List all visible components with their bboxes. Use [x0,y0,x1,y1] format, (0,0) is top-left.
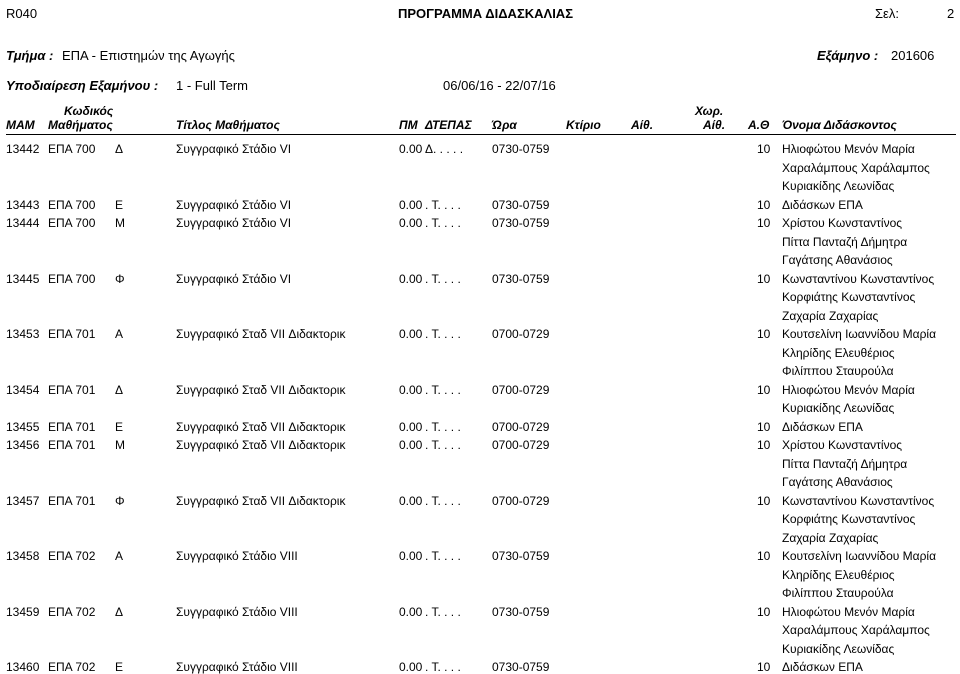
semester-label: Εξάμηνο : [817,48,879,63]
cell-teacher: Γαγάτσης Αθανάσιος [782,475,893,489]
semester-value: 201606 [891,48,935,63]
cell-title: Συγγραφικό Σταδ VII Διδακτορικ [176,493,346,508]
cell-hour: 0730-0759 [492,271,550,286]
date-range: 06/06/16 - 22/07/16 [443,78,556,93]
cell-teacher: Κληρίδης Ελευθέριος [782,567,895,582]
cell-tepas: . Τ. . . . [425,382,461,397]
cell-tepas: Δ. . . . . [425,142,464,156]
cell-tepas: . Τ. . . . [425,419,461,434]
cell-teacher: Χαραλάμπους Χαράλαμπος [782,160,930,175]
cell-section: Α [115,549,124,563]
subdivision-value: 1 - Full Term [176,78,248,93]
col-mam: ΜΑΜ [6,118,35,132]
cell-hour: 0730-0759 [492,604,550,619]
cell-pm: 0.00 [399,327,423,341]
cell-title: Συγγραφικό Σταδ VII Διδακτορικ [176,419,346,434]
cell-title: Συγγραφικό Στάδιο VI [176,271,292,286]
cell-title: Συγγραφικό Σταδ VII Διδακτορικ [176,438,346,452]
cell-teacher: Κουτσελίνη Ιωαννίδου Μαρία [782,327,937,341]
cell-code: ΕΠΑ 700 [48,216,96,230]
cell-section: Μ [115,438,125,452]
cell-hour: 0730-0759 [492,660,550,674]
cell-mam: 13453 [6,327,40,341]
cell-ath: 10 [757,216,771,230]
cell-code: ΕΠΑ 702 [48,604,96,619]
col-code-top: Κωδικός [64,104,114,118]
cell-section: Ε [115,197,124,212]
col-capacity-top: Χωρ. [695,104,724,118]
cell-title: Συγγραφικό Στάδιο VIII [176,604,298,619]
cell-title: Συγγραφικό Στάδιο VIII [176,549,298,563]
col-building: Κτίριο [566,118,601,132]
cell-code: ΕΠΑ 701 [48,382,96,397]
cell-tepas: . Τ. . . . [425,493,461,508]
cell-tepas: . Τ. . . . [425,216,461,230]
cell-pm: 0.00 [399,493,423,508]
cell-teacher: Ζαχαρία Ζαχαρίας [782,308,879,323]
col-title: Τίτλος Μαθήματος [176,118,280,132]
cell-teacher: Κωνσταντίνου Κωνσταντίνος [782,271,935,286]
cell-tepas: . Τ. . . . [425,549,461,563]
cell-ath: 10 [757,382,771,397]
cell-teacher: Ηλιοφώτου Μενόν Μαρία [782,142,915,156]
cell-tepas: . Τ. . . . [425,197,461,212]
col-code-bottom: Μαθήματος [48,118,113,132]
cell-mam: 13445 [6,271,40,286]
cell-mam: 13455 [6,419,40,434]
cell-teacher: Κληρίδης Ελευθέριος [782,345,895,360]
cell-hour: 0700-0729 [492,493,550,508]
cell-teacher: Διδάσκων ΕΠΑ [782,419,863,434]
cell-teacher: Ηλιοφώτου Μενόν Μαρία [782,382,915,397]
cell-pm: 0.00 [399,197,423,212]
cell-code: ΕΠΑ 700 [48,271,96,286]
cell-section: Ε [115,660,124,674]
cell-ath: 10 [757,438,771,452]
cell-tepas: . Τ. . . . [425,271,461,286]
cell-pm: 0.00 [399,549,423,563]
cell-ath: 10 [757,660,771,674]
cell-pm: 0.00 [399,604,423,619]
cell-mam: 13444 [6,216,40,230]
cell-section: Δ [115,382,124,397]
cell-ath: 10 [757,419,771,434]
cell-mam: 13460 [6,660,40,674]
cell-tepas: . Τ. . . . [425,438,461,452]
cell-code: ΕΠΑ 702 [48,549,96,563]
page-number: 2 [947,6,955,21]
cell-mam: 13457 [6,493,40,508]
cell-mam: 13454 [6,382,40,397]
cell-teacher: Κυριακίδης Λεωνίδας [782,641,895,656]
page-label: Σελ: [875,6,899,21]
cell-section: Φ [115,271,125,286]
cell-teacher: Κορφιάτης Κωνσταντίνος [782,290,916,304]
cell-section: Δ [115,142,124,156]
cell-title: Συγγραφικό Στάδιο VIII [176,660,298,674]
cell-teacher: Φιλίππου Σταυρούλα [782,586,894,600]
cell-code: ΕΠΑ 701 [48,438,96,452]
cell-hour: 0730-0759 [492,549,550,563]
cell-teacher: Φιλίππου Σταυρούλα [782,364,894,378]
cell-ath: 10 [757,271,771,286]
cell-teacher: Ζαχαρία Ζαχαρίας [782,530,879,545]
col-ath: Α.Θ [748,118,770,132]
cell-hour: 0730-0759 [492,197,550,212]
cell-tepas: . Τ. . . . [425,604,461,619]
cell-teacher: Πίττα Πανταζή Δήμητρα [782,234,908,249]
report-title: ΠΡΟΓΡΑΜΜΑ ΔΙΔΑΣΚΑΛΙΑΣ [398,6,573,21]
report-code: R040 [6,6,38,21]
cell-title: Συγγραφικό Στάδιο VI [176,197,292,212]
cell-tepas: . Τ. . . . [425,660,461,674]
cell-mam: 13456 [6,438,40,452]
cell-teacher: Χαραλάμπους Χαράλαμπος [782,623,930,637]
cell-code: ΕΠΑ 700 [48,142,96,156]
cell-section: Α [115,327,124,341]
cell-teacher: Χρίστου Κωνσταντίνος [782,216,903,230]
col-hour: Ώρα [492,118,517,132]
cell-mam: 13443 [6,197,40,212]
cell-pm: 0.00 [399,660,423,674]
cell-teacher: Διδάσκων ΕΠΑ [782,197,863,212]
cell-pm: 0.00 [399,142,423,156]
cell-title: Συγγραφικό Στάδιο VI [176,216,292,230]
cell-code: ΕΠΑ 701 [48,419,96,434]
cell-section: Μ [115,216,125,230]
cell-title: Συγγραφικό Σταδ VII Διδακτορικ [176,327,346,341]
cell-pm: 0.00 [399,271,423,286]
col-tepas: ΔΤΕΠΑΣ [425,118,472,132]
cell-code: ΕΠΑ 701 [48,327,96,341]
cell-teacher: Κυριακίδης Λεωνίδας [782,179,895,193]
cell-section: Δ [115,604,124,619]
cell-title: Συγγραφικό Στάδιο VI [176,142,292,156]
cell-tepas: . Τ. . . . [425,327,461,341]
cell-hour: 0730-0759 [492,216,550,230]
col-teacher: Όνομα Διδάσκοντος [782,118,897,132]
col-capacity-bottom: Αίθ. [703,118,726,132]
cell-pm: 0.00 [399,438,423,452]
cell-hour: 0700-0729 [492,419,550,434]
cell-teacher: Ηλιοφώτου Μενόν Μαρία [782,604,915,619]
col-pm: ΠΜ [399,118,418,132]
cell-hour: 0730-0759 [492,142,550,156]
cell-ath: 10 [757,142,771,156]
cell-pm: 0.00 [399,419,423,434]
header-divider [6,134,956,135]
cell-code: ΕΠΑ 701 [48,493,96,508]
cell-teacher: Χρίστου Κωνσταντίνος [782,438,903,452]
cell-mam: 13459 [6,604,40,619]
cell-teacher: Κυριακίδης Λεωνίδας [782,401,895,415]
cell-teacher: Κορφιάτης Κωνσταντίνος [782,512,916,526]
cell-section: Φ [115,493,125,508]
col-room: Αίθ. [631,118,654,132]
cell-hour: 0700-0729 [492,327,550,341]
cell-ath: 10 [757,493,771,508]
cell-pm: 0.00 [399,382,423,397]
cell-teacher: Διδάσκων ΕΠΑ [782,660,863,674]
subdivision-label: Υποδιαίρεση Εξαμήνου : [6,78,159,93]
cell-ath: 10 [757,327,771,341]
cell-code: ΕΠΑ 702 [48,660,96,674]
cell-mam: 13442 [6,142,40,156]
cell-ath: 10 [757,549,771,563]
cell-teacher: Κωνσταντίνου Κωνσταντίνος [782,493,935,508]
cell-teacher: Γαγάτσης Αθανάσιος [782,253,893,267]
department-label: Τμήμα : [6,48,54,63]
cell-title: Συγγραφικό Σταδ VII Διδακτορικ [176,382,346,397]
cell-code: ΕΠΑ 700 [48,197,96,212]
cell-ath: 10 [757,197,771,212]
cell-teacher: Κουτσελίνη Ιωαννίδου Μαρία [782,549,937,563]
cell-pm: 0.00 [399,216,423,230]
department-value: ΕΠΑ - Επιστημών της Αγωγής [62,48,235,63]
cell-teacher: Πίττα Πανταζή Δήμητρα [782,456,908,471]
cell-ath: 10 [757,604,771,619]
cell-hour: 0700-0729 [492,382,550,397]
cell-mam: 13458 [6,549,40,563]
cell-section: Ε [115,419,124,434]
cell-hour: 0700-0729 [492,438,550,452]
